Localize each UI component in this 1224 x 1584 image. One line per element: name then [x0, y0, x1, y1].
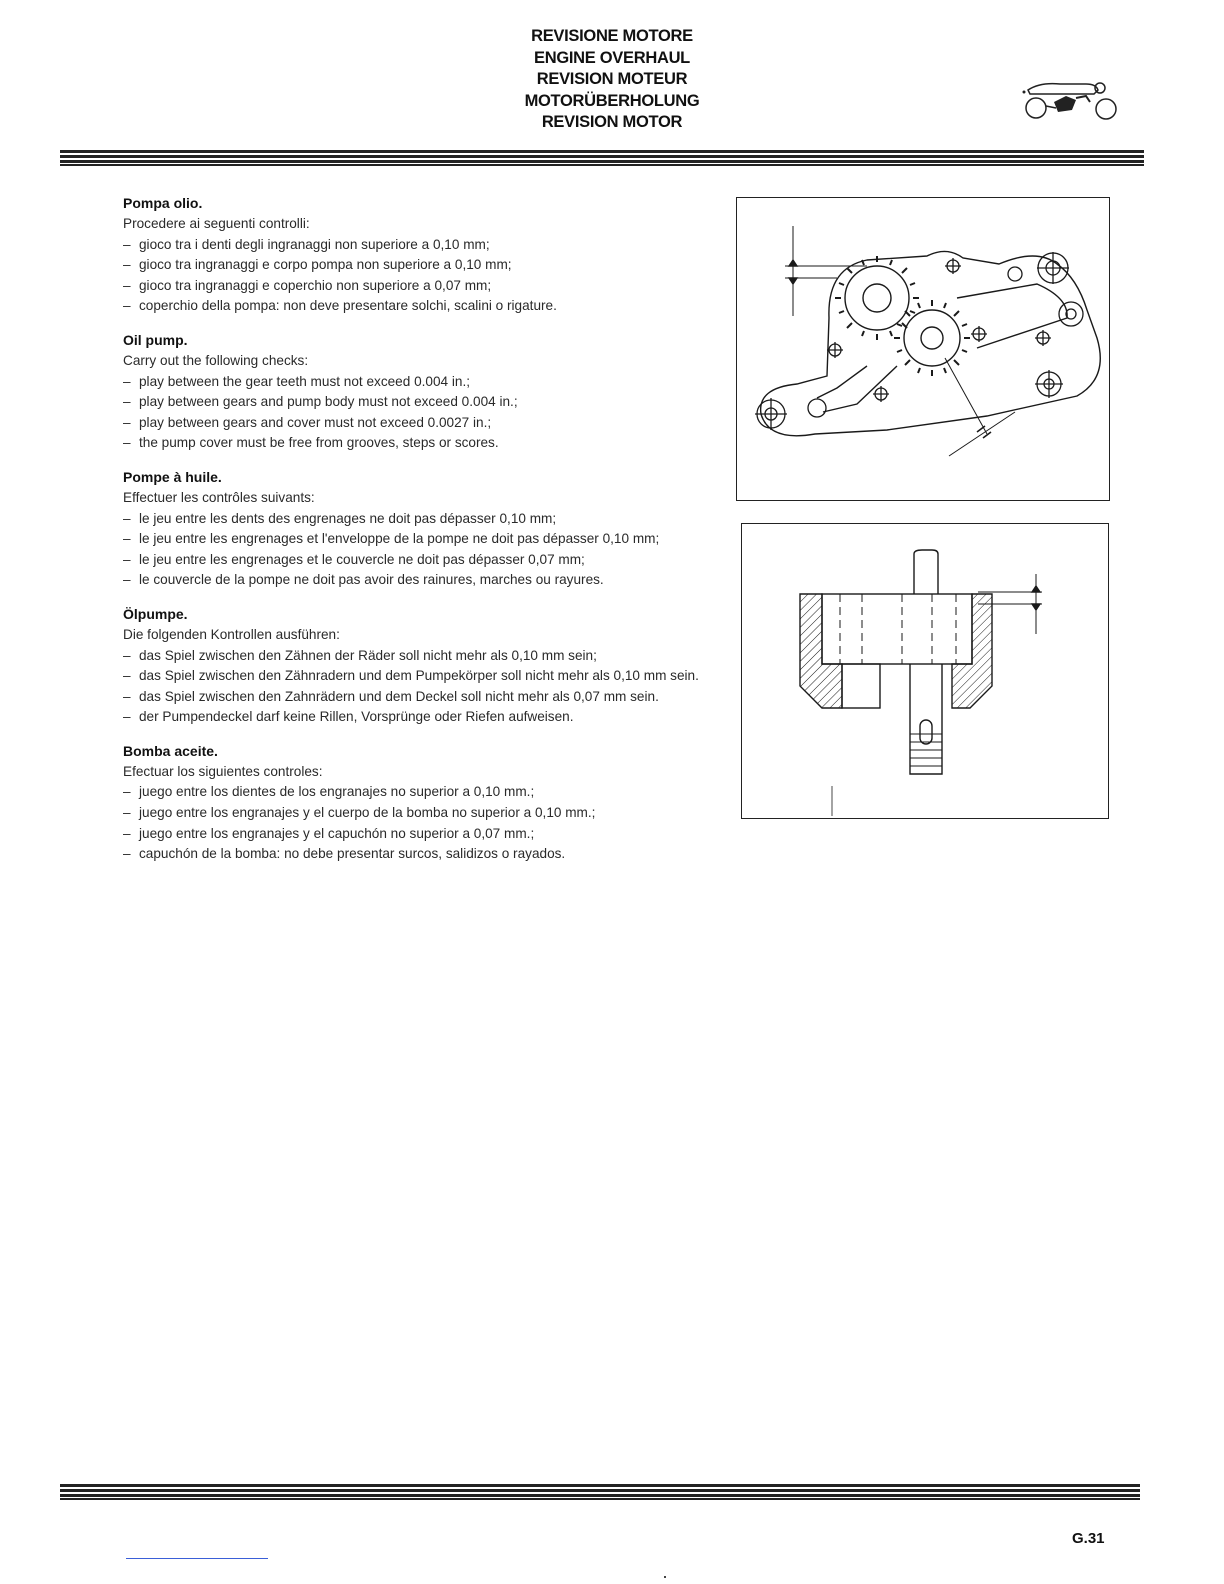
list-item: – gioco tra i denti degli ingranaggi non superiore a 0,10 mm; [123, 235, 723, 256]
check-list [123, 372, 723, 454]
page-number: G.31 [1072, 1530, 1105, 1547]
header-title-fr: REVISION MOTEUR [536, 70, 688, 88]
section-title: Bomba aceite. [123, 742, 218, 759]
section-intro: Die folgenden Kontrollen ausführen: [123, 626, 340, 642]
footer-link-underline [126, 1558, 268, 1559]
section-german [123, 604, 723, 728]
section-intro: Procedere ai seguenti controlli: [123, 216, 310, 231]
section-title: Ölpumpe. [123, 605, 188, 622]
list-item: – das Spiel zwischen den Zähnen der Räder soll nicht mehr als 0,10 mm sein; [123, 646, 723, 667]
section-title: Pompe à huile. [123, 468, 222, 485]
list-item: – capuchón de la bomba: no debe presentar surcos, salidizos o rayados. [123, 844, 723, 865]
header-title-en: ENGINE OVERHAUL [534, 48, 690, 67]
header-title-it: REVISIONE MOTORE [531, 27, 693, 45]
check-list [123, 646, 723, 728]
section-title: Oil pump. [123, 331, 188, 348]
section-italian [123, 193, 723, 317]
list-item: – das Spiel zwischen den Zahnrädern und dem Deckel soll nicht mehr als 0,07 mm sein. [123, 687, 723, 708]
header-title-de: MOTORÜBERHOLUNG [524, 91, 700, 110]
list-item: – juego entre los engranajes y el cuerpo de la bomba no superior a 0,10 mm.; [123, 803, 723, 824]
list-item: – gioco tra ingranaggi e corpo pompa non superiore a 0,10 mm; [123, 255, 723, 276]
text-content [123, 193, 723, 878]
oil-pump-gears-diagram [736, 197, 1110, 501]
check-list [123, 235, 723, 317]
list-item: – play between the gear teeth must not exceed 0.004 in.; [123, 372, 723, 393]
section-spanish [123, 741, 723, 865]
oil-pump-cross-section-diagram [741, 523, 1109, 819]
list-item: – coperchio della pompa: non deve presentare solchi, scalini o rigature. [123, 296, 723, 317]
list-item: – le jeu entre les dents des engrenages ne doit pas dépasser 0,10 mm; [123, 509, 723, 530]
top-rule [60, 150, 1144, 168]
list-item: – juego entre los engranajes y el capuchón no superior a 0,07 mm.; [123, 824, 723, 845]
check-list [123, 509, 723, 591]
list-item: – le jeu entre les engrenages et l'enveloppe de la pompe ne doit pas dépasser 0,10 mm; [123, 529, 723, 550]
section-intro: Efectuar los siguientes controles: [123, 763, 323, 779]
list-item: – der Pumpendeckel darf keine Rillen, Vorsprünge oder Riefen aufweisen. [123, 707, 723, 728]
motorcycle-engine-icon [1020, 76, 1120, 124]
section-french [123, 467, 723, 591]
list-item: – the pump cover must be free from grooves, steps or scores. [123, 433, 723, 454]
header-titles [462, 26, 762, 134]
bottom-rule [60, 1484, 1140, 1502]
list-item: – le couvercle de la pompe ne doit pas avoir des rainures, marches ou rayures. [123, 570, 723, 591]
header-title-es: REVISION MOTOR [541, 113, 683, 131]
check-list [123, 782, 723, 864]
section-title: Pompa olio. [123, 195, 203, 211]
gear-small [894, 300, 970, 376]
list-item: – juego entre los dientes de los engranajes no superior a 0,10 mm.; [123, 782, 723, 803]
section-intro: Effectuer les contrôles suivants: [123, 489, 315, 505]
list-item: – play between gears and pump body must not exceed 0.004 in.; [123, 392, 723, 413]
section-intro: Carry out the following checks: [123, 352, 309, 368]
section-english [123, 330, 723, 454]
list-item: – le jeu entre les engrenages et le couvercle ne doit pas dépasser 0,07 mm; [123, 550, 723, 571]
footer-dot [664, 1576, 666, 1578]
list-item: – das Spiel zwischen den Zähnradern und dem Pumpekörper soll nicht mehr als 0,10 mm sein. [123, 666, 723, 687]
list-item: – gioco tra ingranaggi e coperchio non superiore a 0,07 mm; [123, 276, 723, 297]
list-item: – play between gears and cover must not exceed 0.0027 in.; [123, 413, 723, 434]
